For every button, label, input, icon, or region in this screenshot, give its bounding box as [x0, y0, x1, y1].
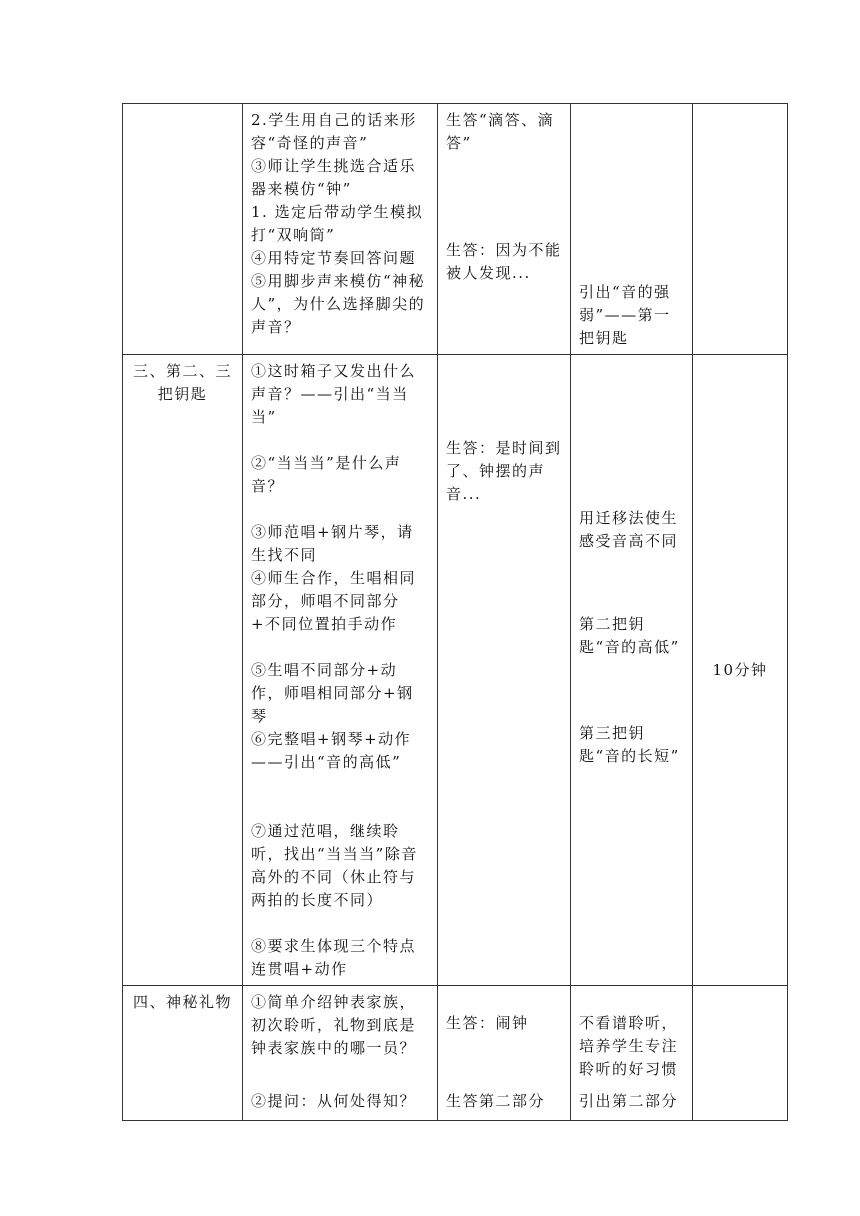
activity-text: 1. 选定后带动学生模拟打“双响筒” [251, 203, 424, 244]
activity-text: ①简单介绍钟表家族，初次聆听，礼物到底是钟表家族中的哪一员？ [251, 993, 417, 1057]
duration-text: 10分钟 [712, 661, 768, 679]
activity-text: ③师范唱+钢片琴，请生找不同 [251, 523, 414, 564]
activity-text: ③师让学生挑选合适乐器来模仿“钟” [251, 157, 417, 198]
student-text: 生答“滴答、滴答” [446, 111, 555, 152]
intent-cell [571, 355, 693, 986]
teacher-activity-cell [243, 986, 438, 1121]
student-activity-cell [438, 355, 571, 986]
stage-cell [123, 104, 243, 355]
activity-text: ②提问：从何处得知？ [251, 1092, 417, 1110]
activity-text: ⑤生唱不同部分+动作，师唱相同部分+钢琴 [251, 661, 414, 725]
teacher-activity-cell [243, 355, 438, 986]
teacher-activity-cell [243, 104, 438, 355]
intent-text: 不看谱聆听，培养学生专注聆听的好习惯 [579, 1014, 679, 1078]
student-text: 生答：闹钟 [446, 1014, 529, 1032]
student-activity-cell [438, 986, 571, 1121]
activity-text: ⑧要求生体现三个特点连贯唱+动作 [251, 937, 417, 978]
intent-text: 引出“音的强弱”——第一把钥匙 [579, 283, 671, 347]
stage-cell: 四、神秘礼物 [123, 986, 243, 1121]
activity-text: ⑥完整唱+钢琴+动作——引出“音的高低” [251, 730, 412, 771]
table-row [123, 355, 788, 986]
activity-text: ⑦通过范唱，继续聆听，找出“当当当”除音高外的不同（休止符与两拍的长度不同） [251, 822, 418, 909]
student-text: 生答第二部分 [446, 1092, 546, 1110]
activity-text: ④用特定节奏回答问题 [251, 249, 417, 267]
stage-cell: 三、第二、三把钥匙 [123, 355, 243, 986]
time-cell [693, 355, 788, 986]
time-cell [693, 104, 788, 355]
activity-text: ⑤用脚步声来模仿“神秘人”，为什么选择脚尖的声音？ [251, 272, 426, 336]
intent-text: 第二把钥匙“音的高低” [579, 615, 680, 656]
intent-cell [571, 104, 693, 355]
intent-text: 第三把钥匙“音的长短” [579, 724, 680, 765]
student-text: 生答：因为不能被人发现... [446, 241, 562, 282]
activity-text: ①这时箱子又发出什么声音？——引出“当当当” [251, 362, 417, 426]
lesson-plan-table [122, 103, 788, 1121]
intent-text: 用迁移法使生感受音高不同 [579, 509, 679, 550]
table-row [123, 104, 788, 355]
intent-cell [571, 986, 693, 1121]
activity-text: ④师生合作，生唱相同部分，师唱不同部分+不同位置拍手动作 [251, 569, 417, 633]
intent-text: 引出第二部分 [579, 1092, 679, 1110]
student-activity-cell [438, 104, 571, 355]
activity-text: 2.学生用自己的话来形容“奇怪的声音” [251, 111, 417, 152]
table-row [123, 986, 788, 1121]
student-text: 生答：是时间到了、钟摆的声音... [446, 439, 562, 503]
time-cell [693, 986, 788, 1121]
activity-text: ②“当当当”是什么声音？ [251, 454, 402, 495]
